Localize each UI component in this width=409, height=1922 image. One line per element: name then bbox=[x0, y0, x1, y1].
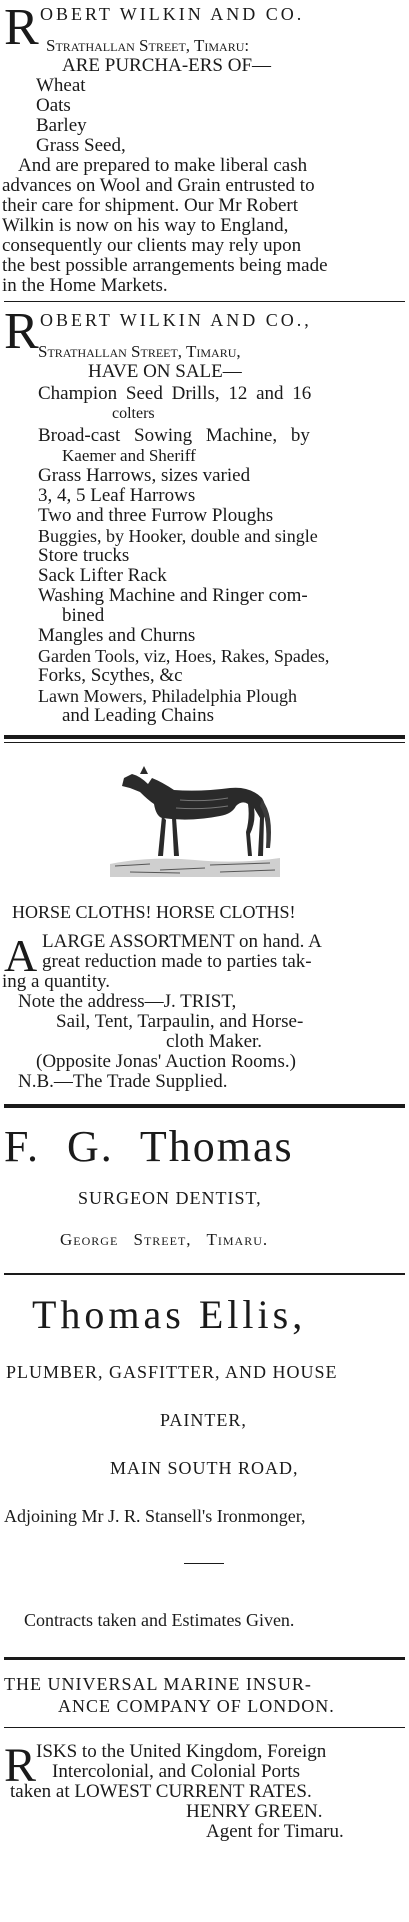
divider-heavy bbox=[4, 735, 405, 739]
ad3-line: great reduction made to parties tak- bbox=[42, 951, 312, 972]
ad6-drop-cap: R bbox=[4, 1739, 37, 1792]
ad3-line: Sail, Tent, Tarpaulin, and Horse- bbox=[56, 1011, 304, 1032]
divider bbox=[4, 1727, 405, 1728]
ad2-title: OBERT WILKIN AND CO., bbox=[40, 310, 312, 330]
ad1-item: Oats bbox=[36, 95, 71, 116]
ad2-item: Grass Harrows, sizes varied bbox=[38, 465, 251, 486]
ad3-line: cloth Maker. bbox=[166, 1031, 263, 1052]
ad5-line: PAINTER, bbox=[160, 1410, 247, 1430]
ad1-address: Strathallan Street, Timaru: bbox=[46, 36, 250, 55]
ad2-item-cont: bined bbox=[62, 605, 105, 626]
ad2-item: Sack Lifter Rack bbox=[38, 565, 167, 586]
short-divider bbox=[184, 1563, 224, 1564]
ad5-name: Thomas Ellis, bbox=[32, 1292, 307, 1337]
ad4-address: George Street, Timaru. bbox=[60, 1230, 269, 1249]
ad1-body-line: And are prepared to make liberal cash bbox=[18, 155, 308, 176]
ad3-line: Note the address—J. TRIST, bbox=[18, 991, 237, 1012]
ad2-drop-cap: R bbox=[4, 303, 39, 360]
ad6-title-line: THE UNIVERSAL MARINE INSUR- bbox=[4, 1674, 312, 1694]
ad3-line: ing a quantity. bbox=[2, 971, 110, 992]
ad1-body-line: Wilkin is now on his way to England, bbox=[2, 215, 289, 236]
divider-heavy bbox=[4, 1657, 405, 1660]
ad6-line: Agent for Timaru. bbox=[206, 1821, 344, 1842]
divider bbox=[4, 1273, 405, 1275]
ad6-line: Intercolonial, and Colonial Ports bbox=[52, 1761, 301, 1782]
ad5-line: PLUMBER, GASFITTER, AND HOUSE bbox=[6, 1362, 338, 1382]
ad2-item: Two and three Furrow Ploughs bbox=[38, 505, 274, 526]
ad3-line: N.B.—The Trade Supplied. bbox=[18, 1071, 228, 1092]
ad3-line: LARGE ASSORTMENT on hand. A bbox=[42, 931, 322, 952]
ad5-line: MAIN SOUTH ROAD, bbox=[110, 1458, 299, 1478]
ad1-item: Grass Seed, bbox=[36, 135, 126, 156]
ad2-item: Champion Seed Drills, 12 and 16 bbox=[38, 383, 312, 404]
ad1-body-line: in the Home Markets. bbox=[2, 275, 168, 296]
ad6-title-line: ANCE COMPANY OF LONDON. bbox=[58, 1696, 335, 1716]
ad2-item: Broad-cast Sowing Machine, by bbox=[38, 425, 310, 446]
ad3-drop-cap: A bbox=[4, 930, 38, 981]
ad2-item: 3, 4, 5 Leaf Harrows bbox=[38, 485, 196, 506]
horse-illustration bbox=[110, 752, 280, 877]
ad5-line: Adjoining Mr J. R. Stansell's Ironmonger, bbox=[4, 1506, 306, 1526]
ad6-line: taken at LOWEST CURRENT RATES. bbox=[10, 1781, 312, 1802]
ad6-line: ISKS to the United Kingdom, Foreign bbox=[36, 1741, 327, 1762]
ad2-item-cont: colters bbox=[112, 405, 155, 422]
ad2-item: Buggies, by Hooker, double and single bbox=[38, 526, 318, 546]
ad2-address: Strathallan Street, Timaru, bbox=[38, 342, 241, 361]
ad2-item: Forks, Scythes, &c bbox=[38, 665, 183, 686]
ad1-body-line: consequently our clients may rely upon bbox=[2, 235, 302, 256]
ad2-item: Garden Tools, viz, Hoes, Rakes, Spades, bbox=[38, 646, 330, 666]
ad2-item: Lawn Mowers, Philadelphia Plough bbox=[38, 686, 297, 706]
ad4-name: F. G. Thomas bbox=[4, 1122, 294, 1171]
divider-heavy bbox=[4, 1104, 405, 1108]
ad2-heading: HAVE ON SALE— bbox=[88, 361, 242, 382]
ad2-item: Mangles and Churns bbox=[38, 625, 196, 646]
ad5-line: Contracts taken and Estimates Given. bbox=[24, 1610, 295, 1630]
ad1-body-line: the best possible arrangements being made bbox=[2, 255, 328, 276]
ad2-item-cont: Kaemer and Sheriff bbox=[62, 446, 196, 465]
ad6-line: HENRY GREEN. bbox=[186, 1801, 323, 1822]
divider bbox=[4, 301, 405, 302]
ad3-headline: HORSE CLOTHS! HORSE CLOTHS! bbox=[12, 902, 296, 922]
ad2-item-cont: and Leading Chains bbox=[62, 705, 214, 726]
ad2-item: Store trucks bbox=[38, 545, 130, 566]
ad3-line: (Opposite Jonas' Auction Rooms.) bbox=[36, 1051, 296, 1072]
ad1-item: Wheat bbox=[36, 75, 86, 96]
ad1-body-line: advances on Wool and Grain entrusted to bbox=[2, 175, 315, 196]
ad1-title: OBERT WILKIN AND CO. bbox=[40, 4, 305, 24]
ad1-body-line: their care for shipment. Our Mr Robert bbox=[2, 195, 298, 216]
divider-heavy bbox=[4, 742, 405, 743]
ad1-drop-cap: R bbox=[4, 0, 39, 56]
ad1-heading: ARE PURCHA-ERS OF— bbox=[62, 55, 272, 76]
ad2-item: Washing Machine and Ringer com- bbox=[38, 585, 308, 606]
ad1-item: Barley bbox=[36, 115, 87, 136]
ad4-title: SURGEON DENTIST, bbox=[78, 1188, 262, 1208]
